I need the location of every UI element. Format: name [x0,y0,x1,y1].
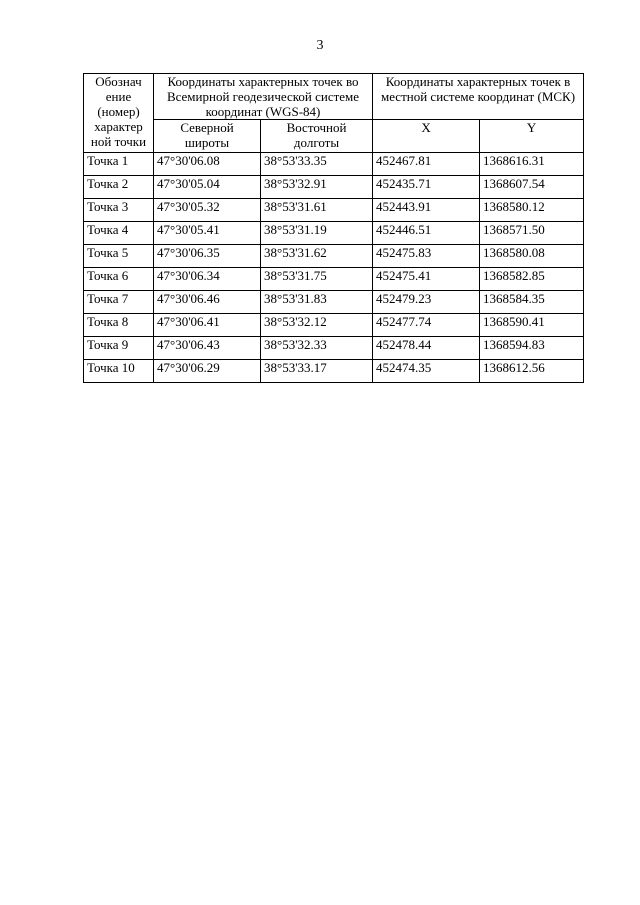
cell-y: 1368594.83 [480,337,584,360]
cell-longitude: 38°53'33.35 [261,153,373,176]
cell-longitude: 38°53'32.91 [261,176,373,199]
table-row [84,268,584,291]
table-row [84,314,584,337]
table-row [84,291,584,314]
table-row [84,245,584,268]
table-row [84,199,584,222]
table-body [84,153,584,383]
table-row [84,153,584,176]
coordinates-table [83,73,584,383]
table-row [84,222,584,245]
cell-latitude: 47°30'06.46 [154,291,261,314]
cell-longitude: 38°53'32.33 [261,337,373,360]
cell-y: 1368580.08 [480,245,584,268]
cell-latitude: 47°30'06.29 [154,360,261,383]
cell-x: 452443.91 [373,199,480,222]
cell-y: 1368571.50 [480,222,584,245]
cell-latitude: 47°30'06.43 [154,337,261,360]
cell-x: 452446.51 [373,222,480,245]
cell-latitude: 47°30'05.32 [154,199,261,222]
table-row [84,360,584,383]
cell-y: 1368612.56 [480,360,584,383]
cell-latitude: 47°30'05.41 [154,222,261,245]
cell-y: 1368607.54 [480,176,584,199]
header-x: X [373,120,480,153]
cell-x: 452479.23 [373,291,480,314]
cell-y: 1368582.85 [480,268,584,291]
cell-y: 1368616.31 [480,153,584,176]
table-row [84,176,584,199]
cell-longitude: 38°53'33.17 [261,360,373,383]
cell-point: Точка 10 [84,360,154,383]
cell-y: 1368584.35 [480,291,584,314]
cell-point: Точка 2 [84,176,154,199]
header-north-latitude: Северной широты [154,120,261,153]
cell-longitude: 38°53'31.62 [261,245,373,268]
cell-x: 452477.74 [373,314,480,337]
cell-point: Точка 6 [84,268,154,291]
cell-y: 1368580.12 [480,199,584,222]
cell-point: Точка 4 [84,222,154,245]
cell-latitude: 47°30'06.41 [154,314,261,337]
header-msk-group: Координаты характерных точек в местной системе координат (МСК) [373,74,584,120]
header-row-top [84,74,584,120]
cell-x: 452475.41 [373,268,480,291]
header-east-longitude: Восточной долготы [261,120,373,153]
header-row-sub [84,120,584,153]
cell-point: Точка 8 [84,314,154,337]
cell-point: Точка 7 [84,291,154,314]
cell-latitude: 47°30'06.08 [154,153,261,176]
cell-longitude: 38°53'31.75 [261,268,373,291]
cell-x: 452475.83 [373,245,480,268]
header-y: Y [480,120,584,153]
cell-x: 452478.44 [373,337,480,360]
header-point-designation: Обознач ение (номер) характер ной точки [84,74,154,153]
cell-latitude: 47°30'05.04 [154,176,261,199]
cell-x: 452467.81 [373,153,480,176]
cell-longitude: 38°53'32.12 [261,314,373,337]
cell-y: 1368590.41 [480,314,584,337]
page-number: 3 [316,38,324,53]
cell-longitude: 38°53'31.61 [261,199,373,222]
cell-longitude: 38°53'31.83 [261,291,373,314]
table-row [84,337,584,360]
cell-point: Точка 5 [84,245,154,268]
cell-longitude: 38°53'31.19 [261,222,373,245]
cell-point: Точка 1 [84,153,154,176]
cell-latitude: 47°30'06.34 [154,268,261,291]
cell-point: Точка 3 [84,199,154,222]
cell-x: 452474.35 [373,360,480,383]
cell-latitude: 47°30'06.35 [154,245,261,268]
cell-point: Точка 9 [84,337,154,360]
header-wgs84-group: Координаты характерных точек во Всемирной геодезической системе координат (WGS-84) [154,74,373,120]
cell-x: 452435.71 [373,176,480,199]
